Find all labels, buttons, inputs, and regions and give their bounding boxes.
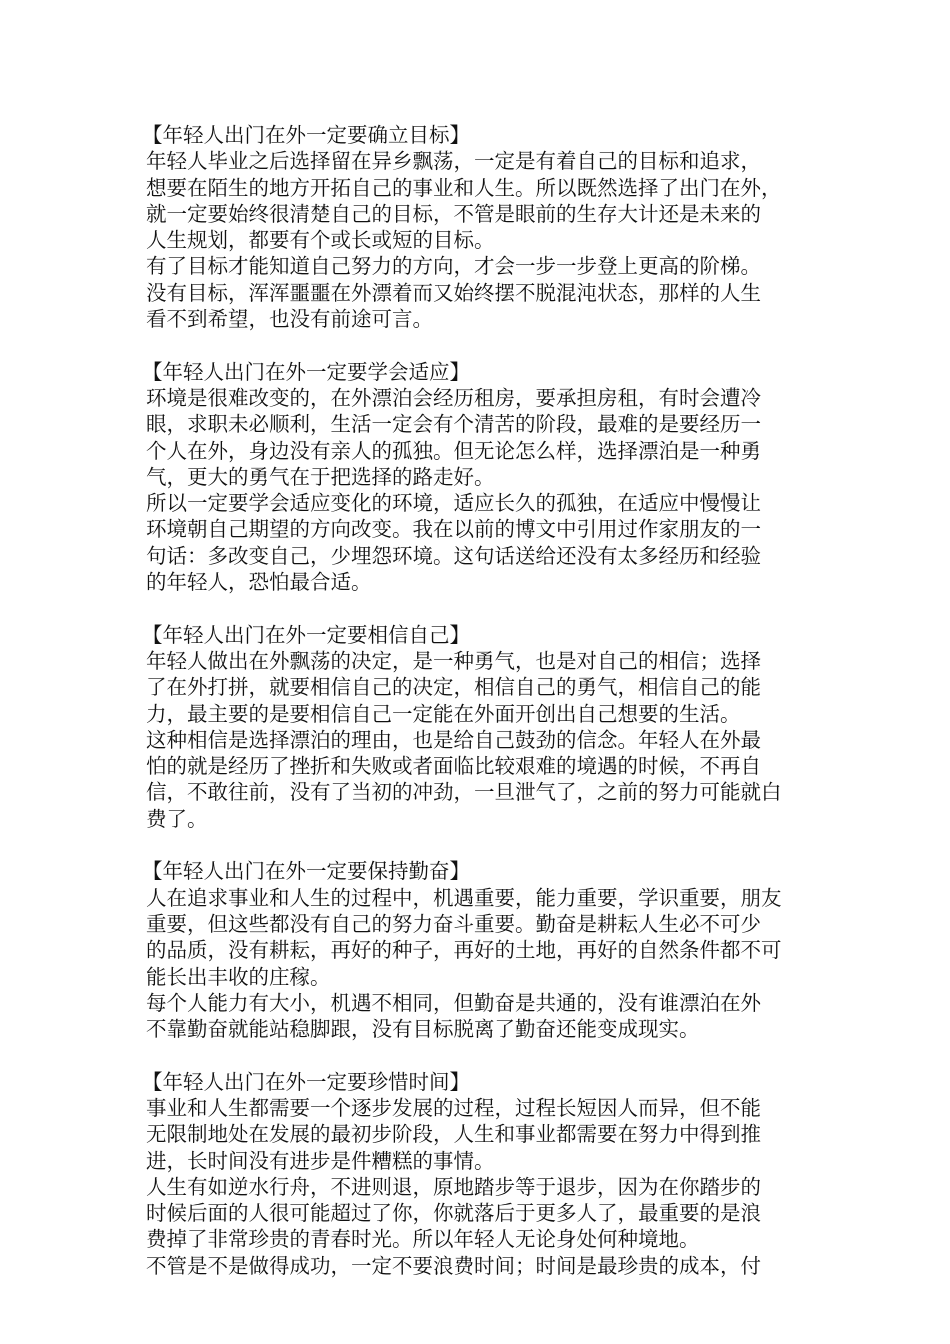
section-heading: 【年轻人出门在外一定要珍惜时间】 [142,1069,470,1094]
paragraph: 不管是不是做得成功，一定不要浪费时间；时间是最珍贵的成本，付 [146,1253,761,1278]
article-body [142,122,816,1305]
section-heading: 【年轻人出门在外一定要学会适应】 [142,359,470,384]
paragraph: 环境是很难改变的，在外漂泊会经历租房，要承担房租，有时会遭冷 眼，求职未必顺利，生活一定会有个清苦的阶段，最难的是要经历一 个人在外，身边没有亲人的孤独。但无论怎么样，选择漂泊是一种勇 气，更大的勇气在于把选择的路走好。 [146,385,761,489]
paragraph: 年轻人毕业之后选择留在异乡飘荡，一定是有着自己的目标和追求， 想要在陌生的地方开拓自己的事业和人生。所以既然选择了出门在外， 就一定要始终很清楚自己的目标，不管是眼前的生存大计还是未来的 人生规划，都要有个或长或短的目标。 [146,149,782,253]
section-goals [142,122,816,332]
section-heading: 【年轻人出门在外一定要保持勤奋】 [142,859,470,884]
paragraph: 有了目标才能知道自己努力的方向，才会一步一步登上更高的阶梯。 没有目标，浑浑噩噩在外漂着而又始终摆不脱混沌状态，那样的人生 看不到希望，也没有前途可言。 [146,254,761,332]
paragraph: 人生有如逆水行舟，不进则退，原地踏步等于退步，因为在你踏步的 时候后面的人很可能超过了你，你就落后于更多人了，最重要的是浪 费掉了非常珍贵的青春时光。所以年轻人无论身处何种境地。 [146,1174,761,1252]
section-heading: 【年轻人出门在外一定要相信自己】 [142,622,470,647]
paragraph: 人在追求事业和人生的过程中，机遇重要，能力重要，学识重要，朋友 重要，但这些都没有自己的努力奋斗重要。勤奋是耕耘人生必不可少 的品质，没有耕耘，再好的种子，再好的土地，再好的自然条件都不可 能长出丰收的庄稼。 [146,885,782,989]
paragraph: 年轻人做出在外飘荡的决定，是一种勇气，也是对自己的相信；选择 了在外打拼，就要相信自己的决定，相信自己的勇气，相信自己的能 力，最主要的是要相信自己一定能在外面开创出自己想要的生活。 [146,648,761,726]
section-adapt [142,359,816,596]
section-time [142,1069,816,1279]
section-believe [142,622,816,832]
paragraph: 事业和人生都需要一个逐步发展的过程，过程长短因人而异，但不能 无限制地处在发展的最初步阶段，人生和事业都需要在努力中得到推 进，长时间没有进步是件糟糕的事情。 [146,1095,761,1173]
paragraph: 这种相信是选择漂泊的理由，也是给自己鼓劲的信念。年轻人在外最 怕的就是经历了挫折和失败或者面临比较艰难的境遇的时候，不再自 信，不敢往前，没有了当初的冲劲，一旦泄气了，之前的努力可能就白 费了。 [146,727,782,831]
paragraph: 每个人能力有大小，机遇不相同，但勤奋是共通的，没有谁漂泊在外 不靠勤奋就能站稳脚跟，没有目标脱离了勤奋还能变成现实。 [146,990,761,1042]
section-diligence [142,858,816,1042]
paragraph: 所以一定要学会适应变化的环境，适应长久的孤独，在适应中慢慢让 环境朝自己期望的方向改变。我在以前的博文中引用过作家朋友的一 句话：多改变自己，少埋怨环境。这句话送给还没有太多经历和经验 的年轻人，恐怕最合适。 [146,491,761,595]
section-heading: 【年轻人出门在外一定要确立目标】 [142,123,470,147]
